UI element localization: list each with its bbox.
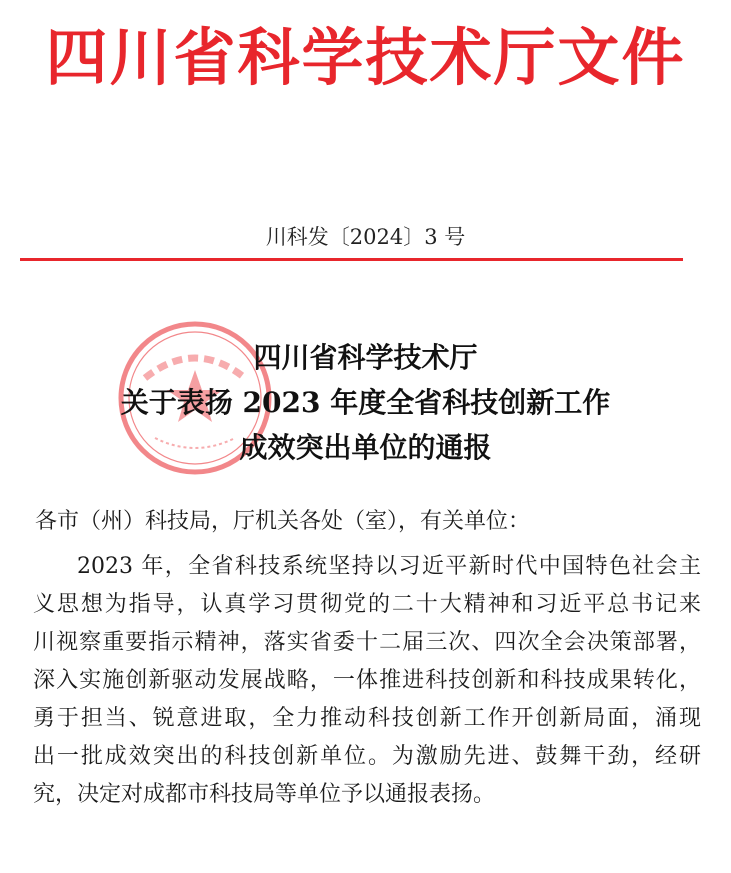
body-line: 出一批成效突出的科技创新单位。为激励先进、鼓舞干劲，经研: [33, 744, 701, 769]
salutation: 各市（州）科技局，厅机关各处（室），有关单位：: [35, 509, 531, 534]
body-line: 川视察重要指示精神，落实省委十二届三次、四次全会决策部署，: [33, 630, 701, 655]
document-number: 川科发〔2024〕3 号: [265, 225, 466, 249]
document-header-title: 四川省科学技术厅文件: [45, 21, 686, 94]
body-line: 勇于担当、锐意进取，全力推动科技创新工作开创新局面，涌现: [33, 706, 701, 731]
notice-title-line-3: 成效突出单位的通报: [239, 431, 492, 464]
body-line: 究，决定对成都市科技局等单位予以通报表扬。: [33, 782, 496, 807]
body-line: 义思想为指导，认真学习贯彻党的二十大精神和习近平总书记来: [33, 592, 701, 617]
body-line: 深入实施创新驱动发展战略，一体推进科技创新和科技成果转化，: [33, 668, 701, 693]
red-divider-line: [20, 258, 683, 261]
body-line: 2023 年，全省科技系统坚持以习近平新时代中国特色社会主: [77, 554, 701, 579]
notice-title: [0, 335, 731, 470]
body-paragraph: [33, 548, 701, 814]
notice-title-line-2: 关于表扬 2023 年度全省科技创新工作: [120, 386, 611, 419]
notice-title-line-1: 四川省科学技术厅: [253, 341, 478, 374]
